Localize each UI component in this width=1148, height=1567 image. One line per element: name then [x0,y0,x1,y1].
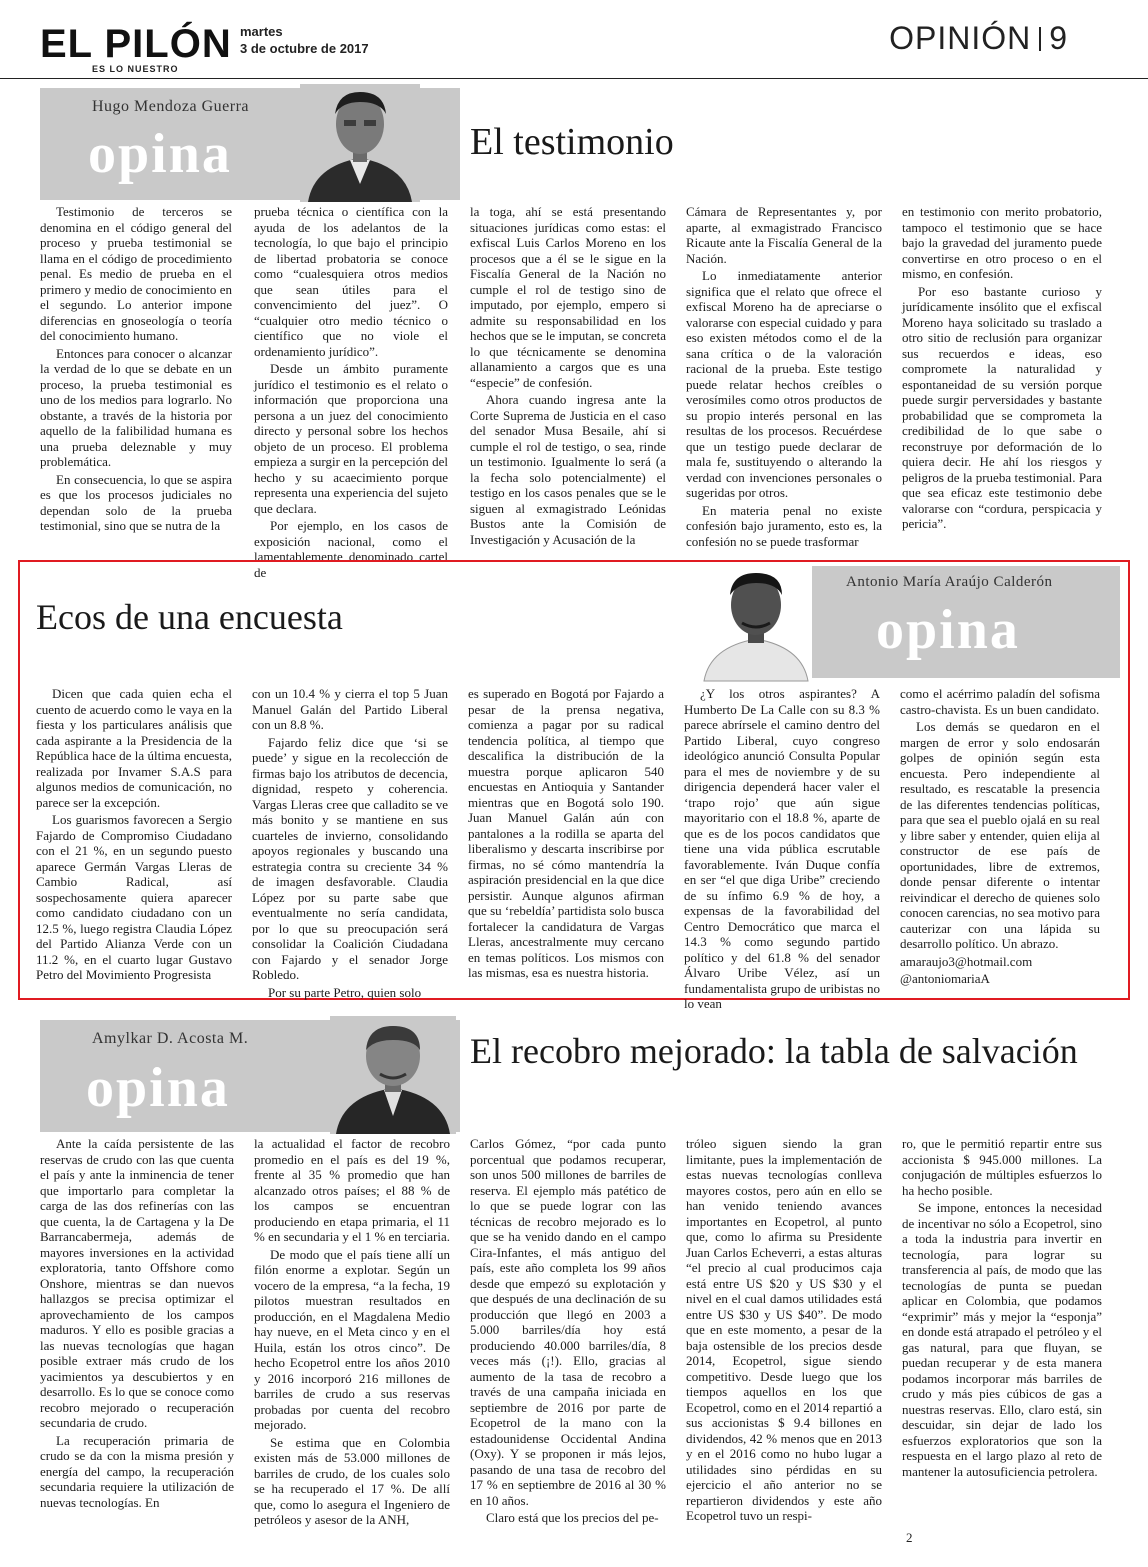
author-email[interactable]: amaraujo3@hotmail.com [900,953,1033,969]
paragraph: En consecuencia, lo que se aspira es que los procesos judiciales no dependan solo de la prueba testimonial, sino que se nutra de la [40,471,232,533]
paragraph: como el acérrimo paladín del sofisma castro-chavista. Es un buen candidato. [900,686,1100,717]
paragraph: ¿Y los otros aspirantes? A Humberto De La Calle con su 8.3 % parece abrírsele el camino dentro del Partido Liberal, cuyo congreso ideológico anunció Consulta Popular para el mes de noviembre y de su dirigencia dependerá hacer valer el ‘trapo rojo’ que aún sigue mayoritario con el 18.8 %, aparte de que es de los pocos candidatos que tiene una vida pública escrutable favorablemente. Iván Duque confía en ser “el que diga Uribe” creciendo de su ínfimo 6.9 % de hoy, a expensas de la favorabilidad del Centro Democrático que marca el 14.3 % como segundo partido político y del 61.8 % del senador Álvaro Uribe Vélez, así un fundamentalista grupo de uribistas no lo vean [684,686,880,1011]
author-photo-3 [330,1016,456,1134]
opina-box-2 [800,566,1120,678]
author-name: Amylkar D. Acosta M. [92,1030,249,1047]
article-3-column-3 [470,1136,666,1544]
paragraph: Carlos Gómez, “por cada punto porcentual que podamos recuperar, son unos 500 millones de barriles de reserva. El ejemplo más patético de lo que se puede lograr con las técnicas de recobro mejorado es lo que se ha venido dando en el campo Cira-Infantes, el más antiguo del país, este año completa los 99 años desde que empezó su explotación y que después de una declinación de su producción que llegó en 2003 a 5.000 barriles/día hoy está produciendo 40.000 barriles/día, 8 veces más (¡!). Ello, gracias al aumento de la tasa de recobro a través de una campaña iniciada en septiembre de 2016 por parte de Ecopetrol de la mano con la estadounidense Occidental Andina (Oxy). Y se proponen ir más lejos, pasando de una tasa de recobro del 17 % en septiembre de 2016 al 30 % en 10 años. [470,1136,666,1508]
paragraph: ro, que le permitió repartir entre sus accionista $ 945.000 millones. La conjugación de múltiples esfuerzos lo ha hecho posible. [902,1136,1102,1198]
section-separator [1039,27,1041,51]
weekday: martes [240,24,283,39]
opina-label: opina [876,599,1020,661]
paragraph: Cámara de Representantes y, por aparte, al exmagistrado Francisco Ricaute ante la Fiscalía General de la Nación. [686,204,882,266]
paragraph: en testimonio con merito probatorio, tampoco el testimonio que se hace bajo la gravedad del juramento puede convertirse en otro proceso o en el mismo, en confesión. [902,204,1102,281]
section-name: OPINIÓN [889,20,1032,56]
newspaper-tagline: ES LO NUESTRO [92,64,179,74]
paragraph: es superado en Bogotá por Fajardo a pesar de la prensa negativa, comienza a pagar por su radical tendencia política, al tiempo que descalifica la distribución de la muestra porque aplicaron 540 encuestas en Antioquia y Santander mientras que en Bogotá solo 190. Juan Manuel Galán aún con pantalones a la rodilla se aparta del liberalismo y descarta inscribirse por firmas, no sé cómo mantendría la aspiración presidencial en la que dice persistir. Aunque algunos afirman que su ‘rebeldía’ partidista solo busca fortalecer la candidatura de Vargas Lleras, ancestralmente muy cercano en temas políticos. Los mismos con las mismas, esa es nuestra historia. [468,686,664,980]
article-1-column-5 [902,204,1102,544]
headline-2: Ecos de una encuesta [36,597,343,637]
page-number: 9 [1049,20,1068,56]
date: 3 de octubre de 2017 [240,41,369,56]
paragraph: tróleo siguen siendo la gran limitante, pues la implementación de estas nuevas tecnologías conlleva mayores costos, pero aún en ello se han venido teniendo avances importantes en Ecopetrol, al punto que, como lo afirma su Presidente Juan Carlos Echeverri, a estas alturas “el precio al cual producimos caja está entre US $20 y US $30 y el nivel en el cual damos utilidades está entre US $30 y US $40”. De modo que en este momento, a pesar de la baja ostensible de los precios desde 2014, Ecopetrol, sigue siendo competitivo. Desde luego que los tiempos aquellos en los que Ecopetrol, como en el 2014 repartió a sus accionistas $ 9.4 billones en dividendos, 42 % menos que en 2013 y en el 2016 como no hubo lugar a utilidades sino pérdidas en su ejercicio el año anterior no se repartieron dividendos y este año Ecopetrol tuvo un respi- [686,1136,883,1523]
article-1-column-4 [686,204,882,549]
paragraph: Se estima que en Colombia existen más de 53.000 millones de barriles de crudo, de los cuales solo se ha recuperado el 17 %. De allí que, como lo asegura el Ingeniero de petróleos y asesor de la ANH, [254,1434,450,1527]
article-1-column-3 [470,204,666,547]
article-1-column-2 [254,204,448,580]
opina-label: opina [88,123,232,185]
paragraph: En materia penal no existe confesión bajo juramento, esto es, la confesión no se puede trasformar [686,502,882,549]
author-twitter[interactable]: @antoniomariaA [900,971,990,986]
author-name: Antonio María Araújo Calderón [846,574,1053,590]
paragraph: la toga, ahí se está presentando situaciones jurídicas como estas: el exfiscal Luis Carlos Moreno en los procesos que a él se le sigue en la Fiscalía General de la Nación no cumple el rol de testigo sino de imputado, por ejemplo, empero si admite su responsabilidad en los hechos que se le imputan, se concreta lo que técnicamente se denomina allanamiento a cargos que es una “especie” de confesión. [470,204,666,390]
masthead [0,0,1148,79]
paragraph: Fajardo feliz dice que ‘si se puede’ y sigue en la recolección de firmas bajo los atributos de decencia, dignidad, respeto y coherencia. Vargas Lleras cree que calladito se ve más bonito y se mantiene en sus cuarteles de invierno, consolidando apoyos regionales y buscando una estrategia contra su creciente 34 % de imagen desfavorable. Claudia López por su parte sabe que eventualmente no sería candidata, por lo que su preocupación será consolidar la Coalición Ciudadana con Fajardo y el senador Jorge Robledo. [252,734,448,982]
article-3-column-5 [902,1136,1102,1506]
article-2-column-5 [900,686,1100,990]
paragraph: Testimonio de terceros se denomina en el código general del proceso y prueba testimonial se llama en el código de procedimiento penal. Es medio de prueba en el primero y medio de conocimiento en el segundo. Lo anterior impone diferencias en gnoseología o teoría del conocimiento humano. [40,204,232,343]
paragraph: Entonces para conocer o alcanzar la verdad de lo que se debate en un proceso, la prueba testimonial es uno de los medios para lograrlo. No obstante, a través de la historia por aquello de la falibilidad humana es una prueba deleznable y muy problemática. [40,345,232,469]
author-photo-2 [700,563,812,681]
paragraph: Los demás se quedaron en el margen de error y solo endosarán golpes de opinión según esta encuesta. Pero independiente al resultado, es rescatable la presencia de las diferentes tendencias políticas, para que sea el pueblo ojalá en su real y libre saber y entender, quien elija al constructor de ese país de oportunidades, libre de extremos, donde pensar diferente o intentar reivindicar el derecho de quienes solo conocen carencias, no sea motivo para cauterizar con una lápida su desarrollo político. Un abrazo. [900,719,1100,951]
paragraph: prueba técnica o científica con la ayuda de los adelantos de la tecnología, lo que bajo el principio de libertad probatoria se conoce como “cualesquiera otros medios que sean útiles para el convencimiento del juez”. O “cualquier otro medio técnico o científico que no viole el ordenamiento jurídico”. [254,204,448,359]
paragraph: Desde un ámbito puramente jurídico el testimonio es el relato o información que proporciona una persona a un juez del conocimiento directo y personal sobre los hechos objeto de un proceso. El problema empieza a surgir en la percepción del hecho y su acaecimiento porque representa una experiencia del sujeto que declara. [254,361,448,516]
article-3-column-4 [686,1136,882,1544]
paragraph: la actualidad el factor de recobro promedio en el país es del 19 %, frente al 35 % promedio que han alcanzado otros países; el 88 % de los campos se encuentran produciendo en etapa primaria, el 11 % en secundaria y el 1 % en terciaria. [254,1136,450,1244]
author-name: Hugo Mendoza Guerra [92,98,249,115]
paragraph: Claro está que los precios del pe- [486,1510,659,1525]
paragraph: Por ejemplo, en los casos de exposición nacional, como el lamentablemente denominado cartel de [254,518,448,580]
footer-page-number: 2 [906,1530,913,1545]
headline-1: El testimonio [470,121,674,163]
article-3-column-2 [254,1136,450,1544]
section-header [889,20,1068,57]
paragraph: Ante la caída persistente de las reservas de crudo con las que cuenta el país y ante la inminencia de tener que importarlo para completar la carga de las dos refinerías con las que cuenta, la de Cartagena y la De Barrancabermeja, además de mayores inversiones en la actividad exploratoria, tanto Offshore como Onshore, mientras se dan nuevos hallazgos se precisa optimizar el aprovechamiento de los campos maduros. Y ello es posible gracias a las nuevas tecnologías que hagan posible extraer más crudo de los yacimientos ya descubiertos y en desarrollo. Es lo que se conoce como recobro mejorado o recuperación secundaria de crudo. [40,1136,234,1430]
headline-3: El recobro mejorado: la tabla de salvación [470,1031,1078,1071]
paragraph: Se impone, entonces la necesidad de incentivar no sólo a Ecopetrol, sino a toda la industria para invertir en tecnología, para lograr su transferencia al país, de modo que las tecnologías de punta se puedan aplicar en Colombia, que podamos “exprimir” más y mejor la “esponja” en donde está atrapado el petróleo y el gas natural, para que fluyan, se puedan recuperar y de esta manera podamos incorporar más barriles de crudo y más pies cúbicos de gas a nuestras reservas. Ello, claro está, sin descuidar, sin dejar de lado los esfuerzos exploratorios que son la respuesta en el largo plazo al reto de mantener la autosuficiencia petrolera. [902,1200,1102,1479]
article-2-column-3 [468,686,664,990]
paragraph: Lo inmediatamente anterior significa que el relato que ofrece el exfiscal Moreno ha de apreciarse o valorarse con especial cuidado y para eso existen métodos como el de la sana crítica o de la valoración racional de la prueba. Este testigo puede relatar hechos creíbles o verosímiles como otros productos de su propio interés personal en las resultas de los procesos. Recuérdese que un testigo puede declarar de mala fe, sustituyendo o alterando la verdad con invenciones personales o sugeridas por otros. [686,268,882,500]
paragraph: La recuperación primaria de crudo se da con la misma presión y energía del campo, la recuperación secundaria requiere la utilización de nuevas tecnologías. En [40,1432,234,1510]
paragraph: con un 10.4 % y cierra el top 5 Juan Manuel Galán del Partido Liberal con un 8.8 %. [252,686,448,732]
paragraph: Por eso bastante curioso y jurídicamente insólito que el exfiscal Moreno haya solicitado su traslado a otro sitio de reclusión para organizar sus recuerdos e ideas, eso compromete la naturalidad y espontaneidad de su versión porque puede surgir perversidades y bastante probabilidad que se comprometa la credibilidad de lo que sabe o reconstruye por deformación de lo quiera decir. He ahí los riesgos y peligros de la prueba testimonial. Para que sea eficaz este testimonio debe valorarse con “cordura, perspicacia y pericia”. [902,283,1102,531]
article-1-column-1 [40,204,232,544]
dateline [240,23,369,57]
author-photo-1 [300,84,420,202]
paragraph: Los guarismos favorecen a Sergio Fajardo de Compromiso Ciudadano con el 21 %, en un segundo puesto aparece Germán Vargas Lleras de Cambio Radical, así sospechosamente quiera aparecer como candidato ciudadano con un 12.5 %, luego registra Claudia López del Partido Alianza Verde con un 11.2 %, en el cuarto lugar Gustavo Petro del Movimiento Progresista [36,812,232,982]
paragraph: Dicen que cada quien echa el cuento de acuerdo como le vaya en la fiesta y los particulares análisis que cada aspirante a la Presidencia de la República hace de la última encuesta, realizada por Invamer S.A.S para algunos medios de comunicación, no parece ser la excepción. [36,686,232,810]
paragraph: Por su parte Petro, quien solo [268,984,422,1000]
article-2-column-1 [36,686,232,990]
opina-label: opina [86,1057,230,1119]
article-3-column-1 [40,1136,234,1544]
article-2-column-2 [252,686,448,1000]
paragraph: De modo que el país tiene allí un filón enorme a explotar. Según un vocero de la empresa, “a la fecha, 19 pilotos muestran resultados en producción, en el Magdalena Medio hay nueve, en el Meta cinco y en el Huila, están los otros cinco”. De hecho Ecopetrol entre los años 2010 y 2016 incorporó 216 millones de barriles de crudo a sus reservas probadas por cuenta del recobro mejorado. [254,1246,450,1432]
newspaper-logo: EL PILÓN [40,22,232,66]
article-2-column-4 [684,686,880,1011]
paragraph: Ahora cuando ingresa ante la Corte Suprema de Justicia en el caso del senador Musa Besaile, ahí si cumple el rol de testigo, o sea, rinde un testimonio. Igualmente lo será (a la fecha solo potencialmente) el testigo en los casos penales que se le siguen al exmagistrado Leónidas Bustos ante la Comisión de Investigación y Acusación de la [470,392,666,547]
